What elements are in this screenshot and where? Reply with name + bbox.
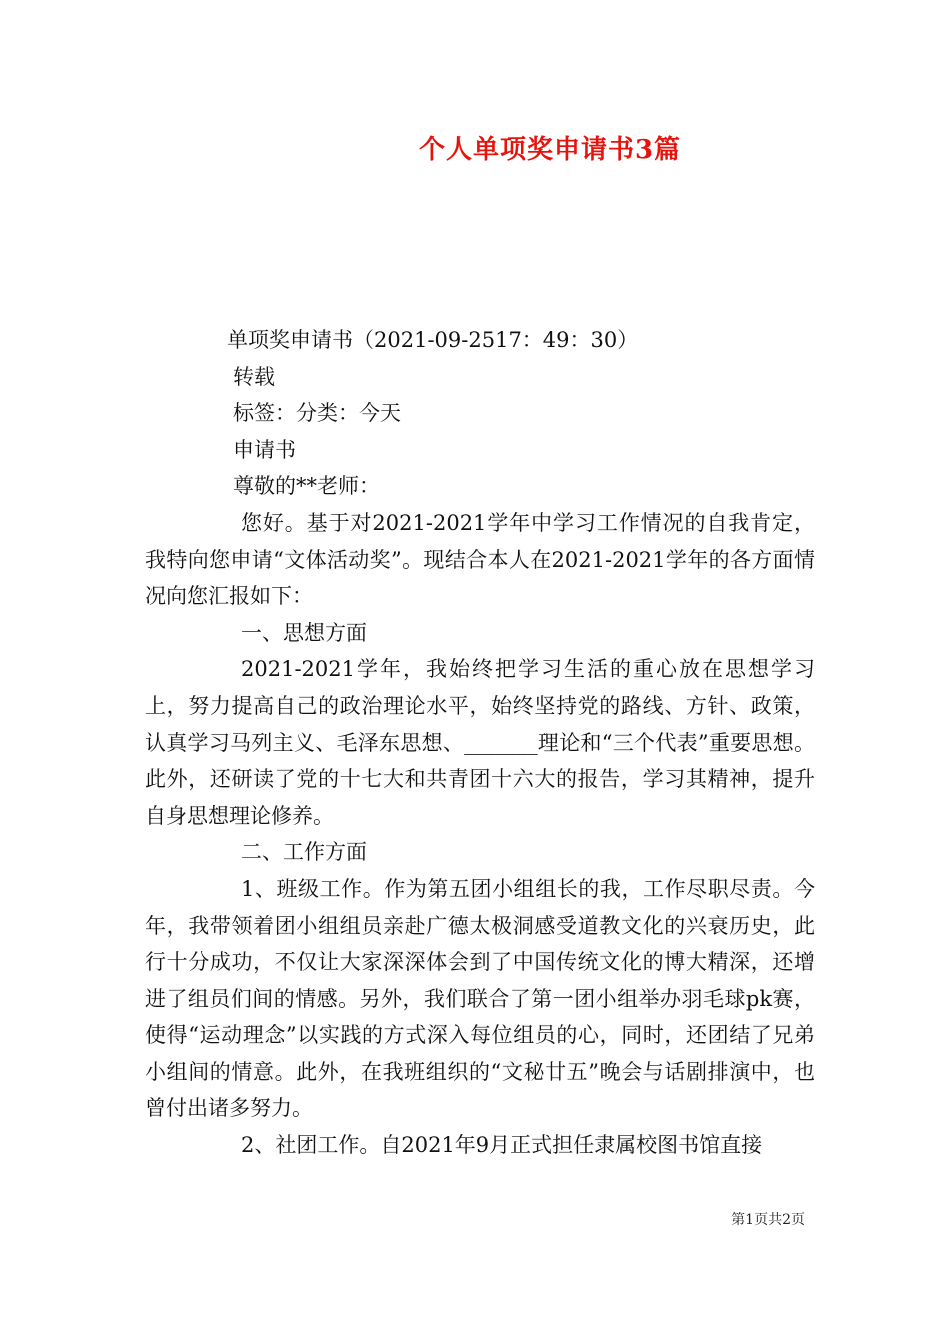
paragraph-club-work: 2、社团工作。自2021年9月正式担任隶属校图书馆直接 xyxy=(241,1133,763,1158)
meta-line-tags: 标签：分类：今天 xyxy=(233,401,401,426)
section-heading-work: 二、工作方面 xyxy=(241,840,367,865)
meta-line-date: 单项奖申请书（2021-09-2517：49：30） xyxy=(227,328,639,352)
paragraph-intro: 您好。基于对2021-2021学年中学习工作情况的自我肯定，我特向您申请“文体活动奖”。现结合本人在2021-2021学年的各方面情况向您汇报如下： xyxy=(145,510,815,609)
page-number-footer: 第1页共2页 xyxy=(731,1212,805,1228)
paragraph-thought: 2021-2021学年，我始终把学习生活的重心放在思想学习上，努力提高自己的政治理论水平，始终坚持党的路线、方针、政策，认真学习马列主义、毛泽东思想、_______理论和“三个代表”重要思想。此外，还研读了党的十七大和共青团十六大的报告，学习其精神，提升自身思想理论修养。 xyxy=(145,657,815,828)
meta-line-heading: 申请书 xyxy=(233,437,296,462)
paragraph-class-work: 1、班级工作。作为第五团小组组长的我，工作尽职尽责。今年，我带领着团小组组员亲赴广德太极洞感受道教文化的兴衰历史，此行十分成功，不仅让大家深深体会到了中国传统文化的博大精深，还增进了组员们间的情感。另外，我们联合了第一团小组举办羽毛球pk赛，使得“运动理念”以实践的方式深入每位组员的心，同时，还团结了兄弟小组间的情意。此外，在我班组织的“文秘廿五”晚会与话剧排演中，也曾付出诸多努力。 xyxy=(145,876,815,1121)
document-title: 个人单项奖申请书3篇 xyxy=(418,135,682,165)
meta-line-salutation: 尊敬的**老师： xyxy=(233,474,380,499)
meta-line-repost: 转载 xyxy=(233,364,275,389)
document-body xyxy=(145,322,815,1164)
section-heading-thought: 一、思想方面 xyxy=(241,620,367,645)
